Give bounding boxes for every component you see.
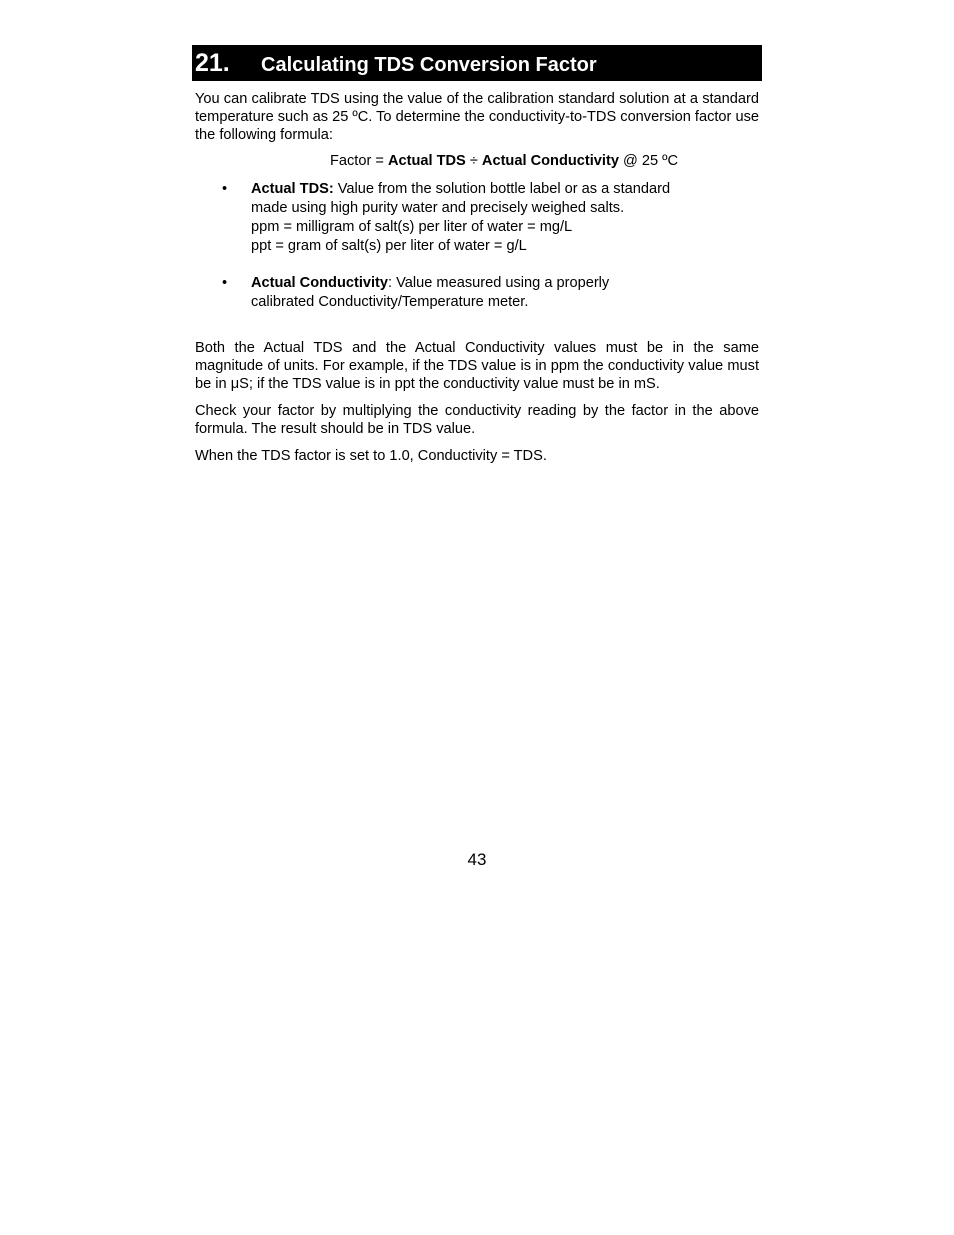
bullet-line — [251, 180, 751, 199]
formula — [195, 152, 813, 170]
section-number: 21. — [195, 49, 230, 77]
check-factor-paragraph: Check your factor by multiplying the conductivity reading by the factor in the above formula. The result should be in TDS value. — [195, 403, 759, 437]
bullet-dot-icon: • — [222, 181, 228, 197]
bullet-line: ppm = milligram of salt(s) per liter of water = mg/L — [251, 219, 573, 235]
bullet-line: calibrated Conductivity/Temperature meter. — [251, 294, 529, 310]
formula-operator: ÷ — [465, 153, 482, 169]
formula-term-actual-conductivity: Actual Conductivity — [481, 153, 619, 169]
units-paragraph: Both the Actual TDS and the Actual Conductivity values must be in the same magnitude of units. For example, if the TDS value is in ppm the conductivity value must be in μS; if the TDS value is in ppt the conductivity value must be in mS. — [195, 340, 759, 392]
bullet-text: Value from the solution bottle label or as a standard — [333, 181, 671, 197]
bullet-text: : Value measured using a properly — [388, 275, 610, 291]
section-title: Calculating TDS Conversion Factor — [261, 54, 597, 76]
bullet-line: ppt = gram of salt(s) per liter of water = g/L — [251, 238, 527, 254]
bullet-dot-icon: • — [222, 275, 228, 291]
bullet-term: Actual Conductivity — [251, 275, 389, 291]
bullet-body — [251, 180, 751, 256]
bullet-line — [251, 274, 751, 293]
page-number: 43 — [467, 850, 487, 869]
intro-paragraph: You can calibrate TDS using the value of the calibration standard solution at a standard temperature such as 25 ºC. To determine the conductivity-to-TDS conversion factor use the following formula: — [195, 91, 759, 143]
tds-factor-note: When the TDS factor is set to 1.0, Conductivity = TDS. — [195, 448, 547, 464]
bullet-body — [251, 274, 751, 312]
section-heading — [192, 45, 762, 81]
formula-prefix: Factor = — [329, 153, 388, 169]
formula-suffix: @ 25 ºC — [618, 153, 679, 169]
bullet-term: Actual TDS: — [251, 181, 334, 197]
formula-term-actual-tds: Actual TDS — [387, 153, 466, 169]
bullet-line: made using high purity water and precisely weighed salts. — [251, 200, 625, 216]
